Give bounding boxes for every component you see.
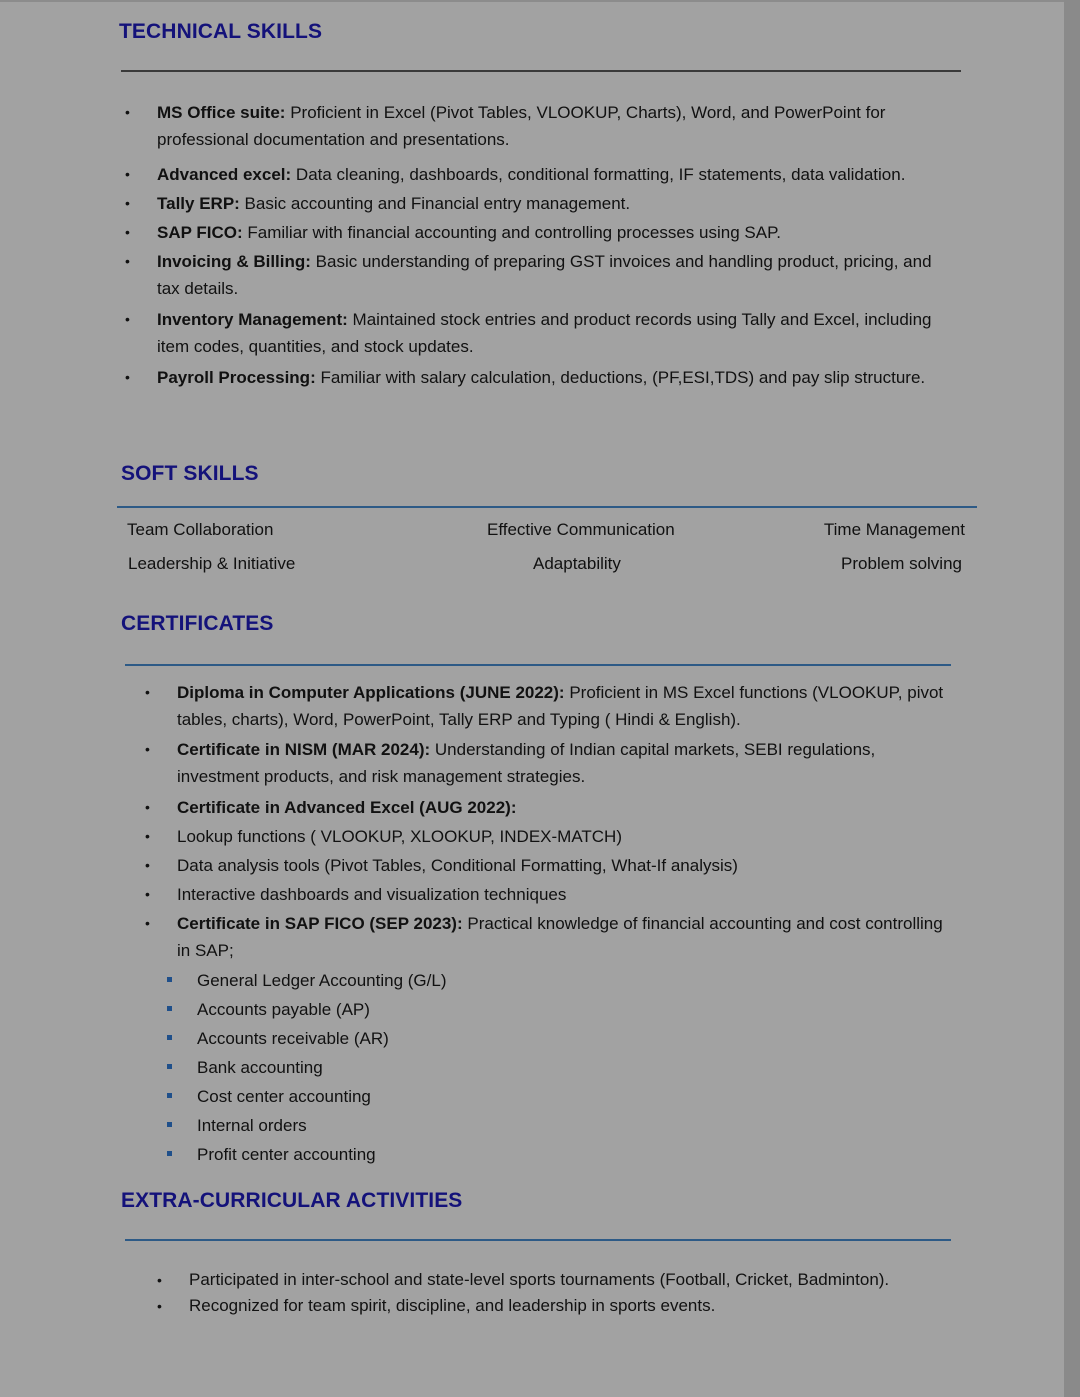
square-bullet-icon bbox=[167, 1151, 172, 1156]
bullet-icon: • bbox=[145, 915, 150, 931]
certificate-label: Certificate in Advanced Excel (AUG 2022): bbox=[177, 798, 517, 817]
certificate-text: Interactive dashboards and visualization techniques bbox=[177, 885, 567, 904]
page-top-edge bbox=[0, 0, 1064, 2]
skill-label: Tally ERP: bbox=[157, 194, 240, 213]
extra-curricular-divider bbox=[125, 1239, 951, 1241]
technical-skills-divider bbox=[121, 70, 961, 72]
bullet-icon: • bbox=[145, 886, 150, 902]
module-text: Cost center accounting bbox=[197, 1087, 371, 1106]
soft-skill: Adaptability bbox=[533, 554, 621, 573]
list-item bbox=[125, 99, 944, 153]
square-bullet-icon bbox=[167, 977, 172, 982]
module-text: Bank accounting bbox=[197, 1058, 323, 1077]
bullet-icon: • bbox=[125, 253, 130, 269]
skill-text: Maintained stock entries and product records using Tally and Excel, including item codes, quantities, and stock updates. bbox=[157, 310, 932, 356]
certificate-text: Practical knowledge of financial accounting and cost controlling in SAP; bbox=[177, 914, 943, 960]
list-item bbox=[197, 1053, 797, 1082]
module-text: Profit center accounting bbox=[197, 1145, 376, 1164]
list-item bbox=[145, 823, 952, 850]
certificates-list bbox=[145, 679, 952, 964]
square-bullet-icon bbox=[167, 1006, 172, 1011]
technical-skills-heading: TECHNICAL SKILLS bbox=[119, 20, 323, 43]
bullet-icon: • bbox=[125, 195, 130, 211]
technical-skills-list bbox=[125, 99, 944, 391]
list-item bbox=[197, 995, 797, 1024]
extra-curricular-list bbox=[157, 1267, 949, 1319]
square-bullet-icon bbox=[167, 1064, 172, 1069]
bullet-icon: • bbox=[125, 369, 130, 385]
soft-skills-heading: SOFT SKILLS bbox=[121, 462, 259, 485]
list-item bbox=[125, 248, 944, 302]
certificate-label: Certificate in SAP FICO (SEP 2023): bbox=[177, 914, 463, 933]
soft-skill: Team Collaboration bbox=[127, 520, 274, 539]
bullet-icon: • bbox=[157, 1298, 162, 1314]
module-text: Accounts payable (AP) bbox=[197, 1000, 370, 1019]
certificate-text: Understanding of Indian capital markets, SEBI regulations, investment products, and risk management strategies. bbox=[177, 740, 876, 786]
skill-text: Familiar with financial accounting and controlling processes using SAP. bbox=[242, 223, 781, 242]
list-item bbox=[145, 881, 952, 908]
bullet-icon: • bbox=[145, 684, 150, 700]
skill-label: Invoicing & Billing: bbox=[157, 252, 311, 271]
skill-text: Data cleaning, dashboards, conditional formatting, IF statements, data validation. bbox=[291, 165, 906, 184]
soft-skills-row-1 bbox=[127, 520, 965, 544]
list-item bbox=[157, 1293, 949, 1319]
list-item bbox=[197, 1140, 797, 1169]
bullet-icon: • bbox=[145, 857, 150, 873]
certificate-text: Data analysis tools (Pivot Tables, Conditional Formatting, What-If analysis) bbox=[177, 856, 738, 875]
list-item bbox=[125, 219, 944, 246]
activity-text: Recognized for team spirit, discipline, and leadership in sports events. bbox=[189, 1296, 716, 1315]
soft-skills-row-2 bbox=[127, 554, 965, 578]
list-item bbox=[145, 736, 952, 790]
list-item bbox=[125, 190, 944, 217]
list-item bbox=[125, 161, 944, 188]
module-text: Internal orders bbox=[197, 1116, 307, 1135]
skill-label: Advanced excel: bbox=[157, 165, 292, 184]
viewer-scroll-edge bbox=[1064, 0, 1080, 1397]
bullet-icon: • bbox=[125, 224, 130, 240]
list-item bbox=[145, 852, 952, 879]
skill-label: Payroll Processing: bbox=[157, 368, 316, 387]
soft-skill: Leadership & Initiative bbox=[128, 554, 296, 573]
skill-label: Inventory Management: bbox=[157, 310, 348, 329]
list-item bbox=[157, 1267, 949, 1293]
bullet-icon: • bbox=[125, 311, 130, 327]
list-item bbox=[125, 364, 944, 391]
module-text: Accounts receivable (AR) bbox=[197, 1029, 389, 1048]
list-item bbox=[197, 1024, 797, 1053]
soft-skill: Effective Communication bbox=[487, 520, 675, 539]
square-bullet-icon bbox=[167, 1122, 172, 1127]
certificates-divider bbox=[125, 664, 951, 666]
skill-text: Familiar with salary calculation, deductions, (PF,ESI,TDS) and pay slip structure. bbox=[315, 368, 926, 387]
sap-modules-list bbox=[197, 966, 797, 1169]
list-item bbox=[125, 306, 944, 360]
certificate-text: Proficient in MS Excel functions (VLOOKUP, pivot tables, charts), Word, PowerPoint, Tally ERP and Typing ( Hindi & English). bbox=[177, 683, 944, 729]
soft-skill: Problem solving bbox=[841, 554, 962, 573]
certificate-text: Lookup functions ( VLOOKUP, XLOOKUP, INDEX-MATCH) bbox=[177, 827, 622, 846]
bullet-icon: • bbox=[125, 104, 130, 120]
skill-text: Proficient in Excel (Pivot Tables, VLOOKUP, Charts), Word, and PowerPoint for professional documentation and presentations. bbox=[157, 103, 886, 149]
skill-text: Basic understanding of preparing GST invoices and handling product, pricing, and tax details. bbox=[157, 252, 932, 298]
bullet-icon: • bbox=[145, 741, 150, 757]
extra-curricular-heading: EXTRA-CURRICULAR ACTIVITIES bbox=[121, 1189, 463, 1212]
activity-text: Participated in inter-school and state-level sports tournaments (Football, Cricket, Badminton). bbox=[189, 1270, 890, 1289]
certificates-heading: CERTIFICATES bbox=[121, 612, 274, 635]
skill-label: SAP FICO: bbox=[157, 223, 243, 242]
list-item bbox=[197, 1082, 797, 1111]
list-item bbox=[145, 679, 952, 733]
certificate-label: Diploma in Computer Applications (JUNE 2022): bbox=[177, 683, 565, 702]
bullet-icon: • bbox=[145, 828, 150, 844]
square-bullet-icon bbox=[167, 1093, 172, 1098]
bullet-icon: • bbox=[157, 1272, 162, 1288]
soft-skill: Time Management bbox=[823, 520, 965, 539]
square-bullet-icon bbox=[167, 1035, 172, 1040]
list-item bbox=[145, 794, 952, 821]
bullet-icon: • bbox=[145, 799, 150, 815]
list-item bbox=[145, 910, 952, 964]
skill-label: MS Office suite: bbox=[157, 103, 286, 122]
module-text: General Ledger Accounting (G/L) bbox=[197, 971, 447, 990]
certificate-label: Certificate in NISM (MAR 2024): bbox=[177, 740, 431, 759]
bullet-icon: • bbox=[125, 166, 130, 182]
list-item bbox=[197, 966, 797, 995]
skill-text: Basic accounting and Financial entry management. bbox=[239, 194, 631, 213]
soft-skills-divider bbox=[117, 506, 977, 508]
list-item bbox=[197, 1111, 797, 1140]
